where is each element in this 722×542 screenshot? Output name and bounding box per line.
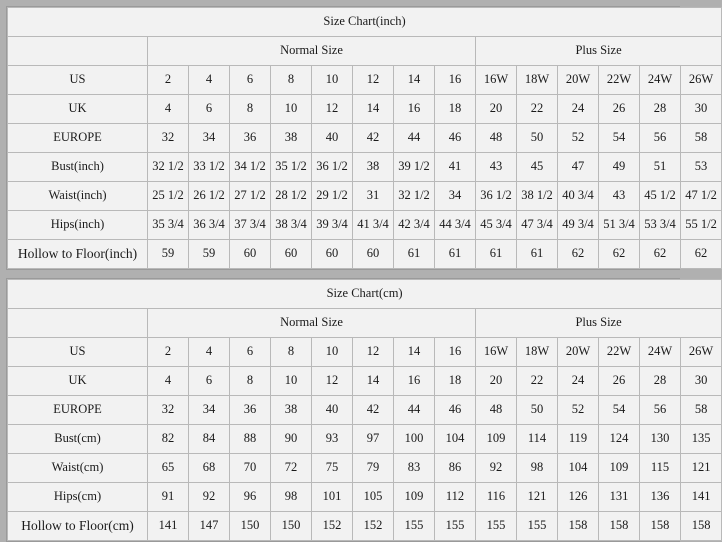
cell: 10 bbox=[271, 95, 312, 124]
cell: 147 bbox=[189, 512, 230, 541]
cell: 10 bbox=[312, 66, 353, 95]
cell: 24 bbox=[558, 95, 599, 124]
cell: 22 bbox=[517, 367, 558, 396]
cell: 96 bbox=[230, 483, 271, 512]
cell: 40 bbox=[312, 396, 353, 425]
cell: 60 bbox=[271, 240, 312, 269]
cell: 39 3/4 bbox=[312, 211, 353, 240]
cell: 155 bbox=[435, 512, 476, 541]
cell: 43 bbox=[476, 153, 517, 182]
table-row bbox=[8, 182, 722, 211]
group-normal-size: Normal Size bbox=[148, 309, 476, 338]
cell: 45 bbox=[517, 153, 558, 182]
cell: 59 bbox=[189, 240, 230, 269]
cell: 12 bbox=[312, 95, 353, 124]
cell: 36 bbox=[230, 124, 271, 153]
table-row bbox=[8, 240, 722, 269]
cell: 131 bbox=[599, 483, 640, 512]
cell: 43 bbox=[599, 182, 640, 211]
cell: 52 bbox=[558, 124, 599, 153]
cell: 40 3/4 bbox=[558, 182, 599, 211]
cell: 135 bbox=[681, 425, 722, 454]
cell: 52 bbox=[558, 396, 599, 425]
table-row bbox=[8, 153, 722, 182]
cell: 45 1/2 bbox=[640, 182, 681, 211]
cell: 34 1/2 bbox=[230, 153, 271, 182]
cell: 50 bbox=[517, 124, 558, 153]
cell: 158 bbox=[681, 512, 722, 541]
cell: 104 bbox=[435, 425, 476, 454]
cell: 54 bbox=[599, 396, 640, 425]
cell: 20W bbox=[558, 66, 599, 95]
cell: 20 bbox=[476, 367, 517, 396]
cell: 60 bbox=[230, 240, 271, 269]
cell: 16W bbox=[476, 66, 517, 95]
cell: 56 bbox=[640, 124, 681, 153]
cell: 121 bbox=[681, 454, 722, 483]
cell: 58 bbox=[681, 124, 722, 153]
cell: 38 bbox=[271, 124, 312, 153]
cell: 48 bbox=[476, 396, 517, 425]
cell: 40 bbox=[312, 124, 353, 153]
cell: 12 bbox=[353, 338, 394, 367]
cell: 126 bbox=[558, 483, 599, 512]
row-label-hollow-to-floor: Hollow to Floor(cm) bbox=[8, 512, 148, 541]
table-row bbox=[8, 396, 722, 425]
table-row bbox=[8, 95, 722, 124]
cell: 30 bbox=[681, 95, 722, 124]
cell: 18W bbox=[517, 66, 558, 95]
cell: 38 3/4 bbox=[271, 211, 312, 240]
table-row bbox=[8, 211, 722, 240]
cell: 4 bbox=[148, 95, 189, 124]
cell: 158 bbox=[640, 512, 681, 541]
row-label-us: US bbox=[8, 338, 148, 367]
cell: 91 bbox=[148, 483, 189, 512]
cell: 8 bbox=[230, 95, 271, 124]
table-row bbox=[8, 338, 722, 367]
row-label-waist: Waist(inch) bbox=[8, 182, 148, 211]
row-label-us: US bbox=[8, 66, 148, 95]
group-normal-size: Normal Size bbox=[148, 37, 476, 66]
size-table-cm bbox=[7, 279, 722, 541]
cell: 65 bbox=[148, 454, 189, 483]
cell: 24 bbox=[558, 367, 599, 396]
cell: 112 bbox=[435, 483, 476, 512]
cell: 14 bbox=[353, 95, 394, 124]
cell: 58 bbox=[681, 396, 722, 425]
cell: 16 bbox=[394, 95, 435, 124]
cell: 14 bbox=[353, 367, 394, 396]
table-row bbox=[8, 66, 722, 95]
cell: 152 bbox=[312, 512, 353, 541]
cell: 86 bbox=[435, 454, 476, 483]
cell: 60 bbox=[353, 240, 394, 269]
cell: 27 1/2 bbox=[230, 182, 271, 211]
cell: 24W bbox=[640, 338, 681, 367]
cell: 79 bbox=[353, 454, 394, 483]
cell: 50 bbox=[517, 396, 558, 425]
cell: 62 bbox=[681, 240, 722, 269]
cell: 88 bbox=[230, 425, 271, 454]
row-label-bust: Bust(cm) bbox=[8, 425, 148, 454]
cell: 41 bbox=[435, 153, 476, 182]
cell: 32 1/2 bbox=[148, 153, 189, 182]
cell: 44 bbox=[394, 396, 435, 425]
cell: 8 bbox=[271, 338, 312, 367]
cell: 49 3/4 bbox=[558, 211, 599, 240]
size-chart-cm bbox=[6, 278, 714, 542]
cell: 97 bbox=[353, 425, 394, 454]
cell: 28 bbox=[640, 367, 681, 396]
cell: 158 bbox=[558, 512, 599, 541]
table-group-row bbox=[8, 309, 722, 338]
row-label-bust: Bust(inch) bbox=[8, 153, 148, 182]
cell: 32 bbox=[148, 396, 189, 425]
cell: 39 1/2 bbox=[394, 153, 435, 182]
cell: 119 bbox=[558, 425, 599, 454]
cell: 47 3/4 bbox=[517, 211, 558, 240]
cell: 100 bbox=[394, 425, 435, 454]
cell: 42 bbox=[353, 396, 394, 425]
cell: 61 bbox=[435, 240, 476, 269]
cell: 72 bbox=[271, 454, 312, 483]
cell: 28 1/2 bbox=[271, 182, 312, 211]
cell: 47 1/2 bbox=[681, 182, 722, 211]
cell: 14 bbox=[394, 66, 435, 95]
cell: 32 bbox=[148, 124, 189, 153]
cell: 155 bbox=[517, 512, 558, 541]
cell: 8 bbox=[230, 367, 271, 396]
cell: 14 bbox=[394, 338, 435, 367]
group-plus-size: Plus Size bbox=[476, 309, 722, 338]
row-label-hips: Hips(cm) bbox=[8, 483, 148, 512]
cell: 115 bbox=[640, 454, 681, 483]
row-label-uk: UK bbox=[8, 95, 148, 124]
table-group-row bbox=[8, 37, 722, 66]
cell: 130 bbox=[640, 425, 681, 454]
cell: 101 bbox=[312, 483, 353, 512]
cell: 45 3/4 bbox=[476, 211, 517, 240]
cell: 47 bbox=[558, 153, 599, 182]
cell: 26 bbox=[599, 95, 640, 124]
cell: 26 1/2 bbox=[189, 182, 230, 211]
cell: 16 bbox=[435, 66, 476, 95]
cell: 6 bbox=[189, 95, 230, 124]
table-row bbox=[8, 454, 722, 483]
table-title-row bbox=[8, 8, 722, 37]
cell: 61 bbox=[476, 240, 517, 269]
cell: 8 bbox=[271, 66, 312, 95]
cell: 18 bbox=[435, 95, 476, 124]
cell: 18 bbox=[435, 367, 476, 396]
cell: 35 1/2 bbox=[271, 153, 312, 182]
cell: 6 bbox=[230, 338, 271, 367]
table-title-row bbox=[8, 280, 722, 309]
cell: 109 bbox=[599, 454, 640, 483]
cell: 18W bbox=[517, 338, 558, 367]
table-row bbox=[8, 512, 722, 541]
cell: 83 bbox=[394, 454, 435, 483]
cell: 35 3/4 bbox=[148, 211, 189, 240]
cell: 53 bbox=[681, 153, 722, 182]
cell: 10 bbox=[271, 367, 312, 396]
cell: 38 bbox=[353, 153, 394, 182]
cell: 2 bbox=[148, 338, 189, 367]
row-label-europe: EUROPE bbox=[8, 124, 148, 153]
cell: 34 bbox=[189, 124, 230, 153]
cell: 33 1/2 bbox=[189, 153, 230, 182]
cell: 38 1/2 bbox=[517, 182, 558, 211]
cell: 62 bbox=[558, 240, 599, 269]
cell: 53 3/4 bbox=[640, 211, 681, 240]
cell: 105 bbox=[353, 483, 394, 512]
cell: 62 bbox=[640, 240, 681, 269]
cell: 36 bbox=[230, 396, 271, 425]
cell: 24W bbox=[640, 66, 681, 95]
cell: 4 bbox=[189, 338, 230, 367]
cell: 82 bbox=[148, 425, 189, 454]
cell: 34 bbox=[435, 182, 476, 211]
cell: 70 bbox=[230, 454, 271, 483]
group-row-spacer bbox=[8, 309, 148, 338]
cell: 29 1/2 bbox=[312, 182, 353, 211]
size-table-inch bbox=[7, 7, 722, 269]
cell: 31 bbox=[353, 182, 394, 211]
cell: 6 bbox=[230, 66, 271, 95]
cell: 12 bbox=[312, 367, 353, 396]
group-plus-size: Plus Size bbox=[476, 37, 722, 66]
cell: 16W bbox=[476, 338, 517, 367]
cell: 42 3/4 bbox=[394, 211, 435, 240]
cell: 55 1/2 bbox=[681, 211, 722, 240]
chart-title: Size Chart(inch) bbox=[8, 8, 722, 37]
cell: 114 bbox=[517, 425, 558, 454]
cell: 41 3/4 bbox=[353, 211, 394, 240]
cell: 37 3/4 bbox=[230, 211, 271, 240]
cell: 25 1/2 bbox=[148, 182, 189, 211]
cell: 4 bbox=[189, 66, 230, 95]
cell: 93 bbox=[312, 425, 353, 454]
cell: 109 bbox=[394, 483, 435, 512]
size-chart-inch bbox=[6, 6, 717, 270]
cell: 54 bbox=[599, 124, 640, 153]
cell: 22W bbox=[599, 338, 640, 367]
cell: 22 bbox=[517, 95, 558, 124]
cell: 20 bbox=[476, 95, 517, 124]
cell: 44 bbox=[394, 124, 435, 153]
cell: 92 bbox=[476, 454, 517, 483]
chart-title: Size Chart(cm) bbox=[8, 280, 722, 309]
cell: 20W bbox=[558, 338, 599, 367]
cell: 32 1/2 bbox=[394, 182, 435, 211]
cell: 46 bbox=[435, 396, 476, 425]
cell: 26W bbox=[681, 66, 722, 95]
table-row bbox=[8, 483, 722, 512]
cell: 61 bbox=[394, 240, 435, 269]
cell: 141 bbox=[681, 483, 722, 512]
cell: 62 bbox=[599, 240, 640, 269]
cell: 22W bbox=[599, 66, 640, 95]
cell: 42 bbox=[353, 124, 394, 153]
cell: 48 bbox=[476, 124, 517, 153]
cell: 26W bbox=[681, 338, 722, 367]
cell: 109 bbox=[476, 425, 517, 454]
cell: 141 bbox=[148, 512, 189, 541]
row-label-hips: Hips(inch) bbox=[8, 211, 148, 240]
cell: 49 bbox=[599, 153, 640, 182]
cell: 61 bbox=[517, 240, 558, 269]
cell: 56 bbox=[640, 396, 681, 425]
cell: 155 bbox=[394, 512, 435, 541]
cell: 34 bbox=[189, 396, 230, 425]
cell: 16 bbox=[435, 338, 476, 367]
cell: 44 3/4 bbox=[435, 211, 476, 240]
cell: 30 bbox=[681, 367, 722, 396]
cell: 2 bbox=[148, 66, 189, 95]
cell: 104 bbox=[558, 454, 599, 483]
row-label-waist: Waist(cm) bbox=[8, 454, 148, 483]
cell: 92 bbox=[189, 483, 230, 512]
cell: 28 bbox=[640, 95, 681, 124]
table-row bbox=[8, 425, 722, 454]
cell: 4 bbox=[148, 367, 189, 396]
cell: 36 3/4 bbox=[189, 211, 230, 240]
cell: 46 bbox=[435, 124, 476, 153]
row-label-europe: EUROPE bbox=[8, 396, 148, 425]
cell: 51 3/4 bbox=[599, 211, 640, 240]
cell: 136 bbox=[640, 483, 681, 512]
cell: 36 1/2 bbox=[476, 182, 517, 211]
cell: 51 bbox=[640, 153, 681, 182]
cell: 60 bbox=[312, 240, 353, 269]
cell: 38 bbox=[271, 396, 312, 425]
cell: 68 bbox=[189, 454, 230, 483]
row-label-hollow-to-floor: Hollow to Floor(inch) bbox=[8, 240, 148, 269]
cell: 150 bbox=[230, 512, 271, 541]
cell: 84 bbox=[189, 425, 230, 454]
row-label-uk: UK bbox=[8, 367, 148, 396]
group-row-spacer bbox=[8, 37, 148, 66]
cell: 90 bbox=[271, 425, 312, 454]
cell: 16 bbox=[394, 367, 435, 396]
cell: 150 bbox=[271, 512, 312, 541]
cell: 10 bbox=[312, 338, 353, 367]
cell: 121 bbox=[517, 483, 558, 512]
table-row bbox=[8, 367, 722, 396]
cell: 116 bbox=[476, 483, 517, 512]
cell: 75 bbox=[312, 454, 353, 483]
cell: 98 bbox=[271, 483, 312, 512]
cell: 12 bbox=[353, 66, 394, 95]
cell: 124 bbox=[599, 425, 640, 454]
cell: 152 bbox=[353, 512, 394, 541]
cell: 59 bbox=[148, 240, 189, 269]
cell: 155 bbox=[476, 512, 517, 541]
cell: 26 bbox=[599, 367, 640, 396]
cell: 98 bbox=[517, 454, 558, 483]
cell: 6 bbox=[189, 367, 230, 396]
cell: 158 bbox=[599, 512, 640, 541]
table-row bbox=[8, 124, 722, 153]
cell: 36 1/2 bbox=[312, 153, 353, 182]
